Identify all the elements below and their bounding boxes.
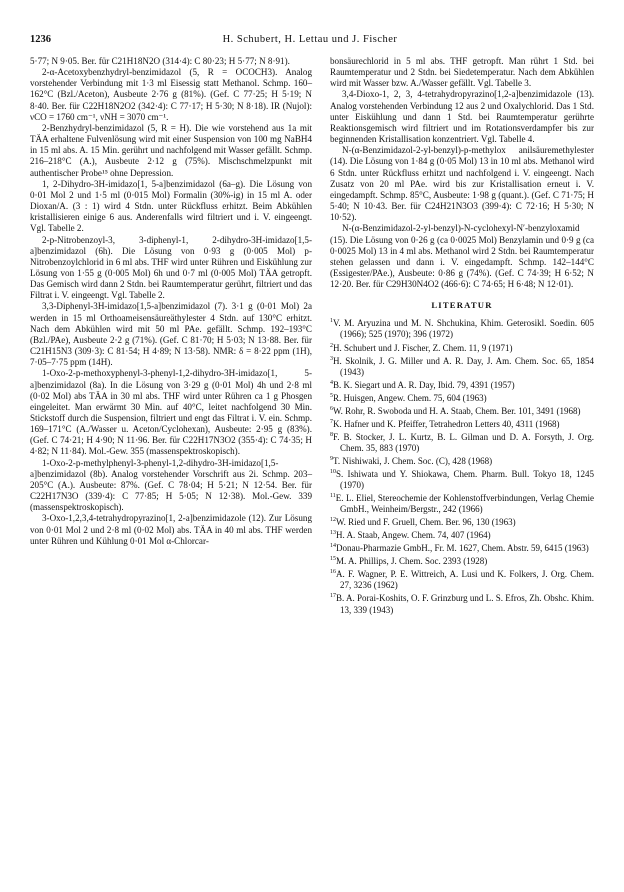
right-column	[330, 56, 594, 616]
reference-text: V. M. Aryuzina und M. N. Shchukina, Khim. Geterosikl. Soedin. 605 (1966); 525 (1970); 396 (1972)	[333, 318, 594, 340]
reference-item	[330, 554, 594, 567]
reference-number: 2	[330, 342, 333, 349]
body-paragraph: 1-Oxo-2-p-methoxyphenyl-3-phenyl-1,2-dihydro-3H-imidazo[1, 5-a]benzimidazol (8a). In die Lösung von 3·29 g (0·01 Mol) 4h und 2·8 ml (0·02 Mol) abs TÄA in 30 ml abs. THF wird unter Rühren ca 1 g Phosgen eingeleitet. Man erwärmt 30 Min. auf 40°C, leitet nachfolgend 30 Min. Stickstoff durch die Suspension, filtriert und engt das Filtrat i. V. ein. Schmp. 169–171°C (A./Wasser u. Aceton/Cyclohexan), Ausbeute: 2·95 g (83%). (Gef. C 74·21; H 4·90; N 11·96. Ber. für C22H17N3O2 (355·4): C 74·35; H 4·82; N 11·84). Mol.-Gew. 355 (massenspektroskopisch).	[30, 368, 312, 457]
reference-number: 14	[330, 543, 336, 550]
reference-text: E. L. Eliel, Stereochemie der Kohlenstoffverbindungen, Verlag Chemie GmbH., Weinheim/Bergstr., 242 (1966)	[335, 493, 594, 515]
reference-text: M. A. Phillips, J. Chem. Soc. 2393 (1928)	[336, 556, 488, 567]
reference-text: R. Huisgen, Angew. Chem. 75, 604 (1963)	[333, 392, 487, 403]
reference-number: 16	[330, 569, 336, 576]
reference-item	[330, 541, 594, 554]
reference-item	[330, 316, 594, 340]
reference-item	[330, 417, 594, 430]
reference-text: H. Schubert und J. Fischer, Z. Chem. 11, 9 (1971)	[333, 342, 513, 353]
running-title: H. Schubert, H. Lettau und J. Fischer	[222, 34, 398, 45]
page-number: 1236	[30, 34, 51, 45]
reference-item	[330, 430, 594, 454]
body-paragraph: bonsäurechlorid in 5 ml abs. THF getropft. Man rührt 1 Std. bei Raumtemperatur und 2 Stdn. bei Siedetemperatur. Nach dem Abkühlen wird mit Wasser bzw. A./Wasser gefällt. Vgl. Tabelle 3.	[330, 56, 594, 89]
reference-text: K. Hafner und K. Pfeiffer, Tetrahedron Letters 40, 4311 (1968)	[333, 418, 560, 429]
reference-item	[330, 454, 594, 467]
reference-text: H. Skolnik, J. G. Miller und A. R. Day, J. Am. Chem. Soc. 65, 1854 (1943)	[333, 355, 594, 377]
reference-text: H. A. Staab, Angew. Chem. 74, 407 (1964)	[336, 530, 491, 541]
body-paragraph: N-(α-Benzimidazol-2-yl-benzyl)-p-methylox anilsäuremethylester (14). Die Lösung von 1·84 g (0·05 Mol) 13 in 10 ml abs. Methanol wird 6 Stdn. unter Rückfluss erhitzt und nachfolgend i. V. eingeengt. Nach Zusatz von 20 ml PAe. wird bis zur Kristallisation erneut i. V. eingedampft. Schmp. 85°C, Ausbeute: 1·98 g (quant.). (Gef. C 71·75; H 5·40; N 10·43. Ber. für C24H21N3O3 (399·4): C 72·16; H 5·30; N 10·52).	[330, 145, 594, 223]
reference-number: 10	[330, 469, 336, 475]
reference-text: W. Ried und F. Gruell, Chem. Ber. 96, 130 (1963)	[336, 517, 516, 528]
reference-number: 4	[330, 379, 333, 386]
reference-text: T. Nishiwaki, J. Chem. Soc. (C), 428 (1968)	[333, 455, 493, 466]
reference-item	[330, 341, 594, 354]
running-header	[30, 34, 590, 48]
reference-number: 1	[330, 318, 333, 325]
reference-number: 11	[330, 493, 336, 500]
reference-text: W. Rohr, R. Swoboda und H. A. Staab, Chem. Ber. 101, 3491 (1968)	[333, 405, 581, 416]
reference-number: 15	[330, 556, 336, 563]
literature-heading: LITERATUR	[431, 300, 493, 311]
reference-item	[330, 567, 594, 591]
reference-number: 13	[330, 530, 336, 537]
body-paragraph: 3,3-Diphenyl-3H-imidazo[1,5-a]benzimidazol (7). 3·1 g (0·01 Mol) 2a werden in 15 ml Orthoameisensäureäthylester 4 Stdn. auf 130°C erhitzt. Nach dem Abkühlen wird mit 50 ml PAe. gefällt. Schmp. 192–193°C (Bzl./PAe), Ausbeute 2·2 g (71%). (Gef. C 81·70; H 5·03; N 13·88. Ber. für C21H15N3 (309·3): C 81·54; H 4·89; N 13·58). NMR: δ = 8·22 ppm (1H), 7·05–7·75 ppm (14H).	[30, 301, 312, 368]
body-paragraph: 1, 2-Dihydro-3H-imidazo[1, 5-a]benzimidazol (6a–g). Die Lösung von 0·01 Mol 2 und 1·5 ml (0·015 Mol) Formalin (30%-ig) in 15 ml A. oder Dioxan/A. (3 : 1) wird 4 Stdn. unter Rückfluss erhitzt. Beim Abkühlen kristallisieren einige 6 aus. Anderenfalls wird filtriert und i. V. eingeengt. Vgl. Tabelle 2.	[30, 178, 312, 234]
reference-item	[330, 354, 594, 378]
reference-number: 7	[330, 418, 333, 425]
reference-number: 9	[330, 455, 333, 462]
body-paragraph: 2-Benzhydryl-benzimidazol (5, R = H). Die wie vorstehend aus 1a mit TÄA erhaltene Fulvenlösung wird mit einer Suspension von 100 mg NaBH4 in 15 ml abs. A. 15 Min. gerührt und nachfolgend mit Wasser gefällt. Schmp. 216–218°C (A.), Ausbeute 2·12 g (75%). Mischschmelzpunkt mit authentischer Probe¹⁵ ohne Depression.	[30, 122, 312, 178]
reference-item	[330, 528, 594, 541]
reference-number: 12	[330, 517, 336, 524]
reference-item	[330, 391, 594, 404]
reference-text: Donau-Pharmazie GmbH., Fr. M. 1627, Chem. Abstr. 59, 6415 (1963)	[336, 543, 589, 554]
reference-number: 8	[330, 431, 333, 438]
left-column	[30, 56, 312, 547]
reference-number: 17	[330, 593, 336, 600]
body-paragraph: 3-Oxo-1,2,3,4-tetrahydropyrazino[1, 2-a]benzimidazole (12). Zur Lösung von 0·01 Mol 2 und 2·8 ml (0·02 Mol) abs. TÄA in 40 ml abs. THF werden unter Rühren und Kühlung 0·01 Mol α-Chlorcar-	[30, 513, 312, 546]
reference-text: A. F. Wagner, P. E. Wittreich, A. Lusi und K. Folkers, J. Org. Chem. 27, 3236 (1962)	[336, 569, 594, 591]
reference-list	[330, 316, 594, 615]
reference-number: 6	[330, 405, 333, 412]
reference-text: B. A. Porai-Koshits, O. F. Grinzburg und L. S. Efros, Zh. Obshc. Khim. 13, 339 (1943)	[336, 593, 594, 615]
reference-text: B. K. Siegart und A. R. Day, Ibid. 79, 4391 (1957)	[333, 379, 515, 390]
reference-item	[330, 515, 594, 528]
right-column-paragraphs	[330, 56, 594, 290]
reference-number: 3	[330, 355, 333, 362]
reference-text: F. B. Stocker, J. L. Kurtz, B. L. Gilman und D. A. Forsyth, J. Org. Chem. 35, 883 (1970)	[333, 431, 594, 453]
reference-text: S. Ishiwata und Y. Shiokawa, Chem. Pharm. Bull. Tokyo 18, 1245 (1970)	[336, 469, 594, 491]
reference-item	[330, 491, 594, 515]
body-paragraph: 2-α-Acetoxybenzhydryl-benzimidazol (5, R = OCOCH3). Analog vorstehender Verbindung mit 1·3 ml Eisessig statt Methanol. Schmp. 160–162°C (Bzl./Aceton), Ausbeute 2·76 g (81%). (Gef. C 77·25; H 5·19; N 8·40. Ber. für C22H18N2O2 (342·4): C 77·17; H 5·30; N 8·18). IR (Nujol): νCO = 1760 cm⁻¹, νNH = 3070 cm⁻¹.	[30, 67, 312, 122]
body-paragraph: 1-Oxo-2-p-methylphenyl-3-phenyl-1,2-dihydro-3H-imidazo[1,5-a]benzimidazol (8b). Analog vorstehender Vorschrift aus 2i. Schmp. 203–205°C (A.). Ausbeute: 87%. (Gef. C 78·04; H 5·21; N 12·54. Ber. für C22H17N3O (339·4): C 77·85; H 5·05; N 12·38). Mol.-Gew. 339 (massenspektroskopisch).	[30, 457, 312, 513]
reference-item	[330, 591, 594, 615]
reference-item	[330, 378, 594, 391]
body-paragraph: 3,4-Dioxo-1, 2, 3, 4-tetrahydropyrazino[1,2-a]benzimidazole (13). Analog vorstehenden Verbindung 12 aus 2 und Oxalychlorid. Das 1 Std. unter Eiskühlung und dann 1 Std. bei Raumtemperatur gerührte Reaktionsgemisch wird filtriert und im Rotationsverdampfer bis zur beginnenden Kristallisation konzentriert. Vgl. Tabelle 4.	[330, 89, 594, 145]
body-paragraph: 2-p-Nitrobenzoyl-3, 3-diphenyl-1, 2-dihydro-3H-imidazo[1,5-a]benzimidazol (6h). Die Lösung von 0·93 g (0·005 Mol) p-Nitrobenzoylchlorid in 6 ml abs. THF wird unter Rühren und Eiskühlung zur Lösung von 1·55 g (0·005 Mol) 6h und 0·7 ml (0·005 Mol) TÄA getropft. Das Gemisch wird dann 2 Stdn. bei Raumtemperatur gerührt, filtriert und das Filtrat i. V. eingeengt. Vgl. Tabelle 2.	[30, 234, 312, 301]
reference-number: 5	[330, 392, 333, 399]
body-paragraph: N-(α-Benzimidazol-2-yl-benzyl)-N-cyclohexyl-N′-benzyloxamid (15). Die Lösung von 0·26 g (ca 0·0025 Mol) Benzylamin und 0·9 g (ca 0·0025 Mol) 13 in 4 ml abs. Methanol wird 2 Stdn. bei Raumtemperatur stehen gelassen und dann i. V. eingedampft. Schmp. 142–144°C (Essigester/PAe.), Ausbeute: 0·86 g (74%). (Gef. C 74·39; H 6·52; N 12·20. Ber. für C29H30N4O2 (466·6): C 74·65; H 6·48; N 12·01).	[330, 223, 594, 290]
reference-item	[330, 467, 594, 491]
body-paragraph: 5·77; N 9·05. Ber. für C21H18N2O (314·4): C 80·23; H 5·77; N 8·91).	[30, 56, 290, 66]
reference-item	[330, 404, 594, 417]
